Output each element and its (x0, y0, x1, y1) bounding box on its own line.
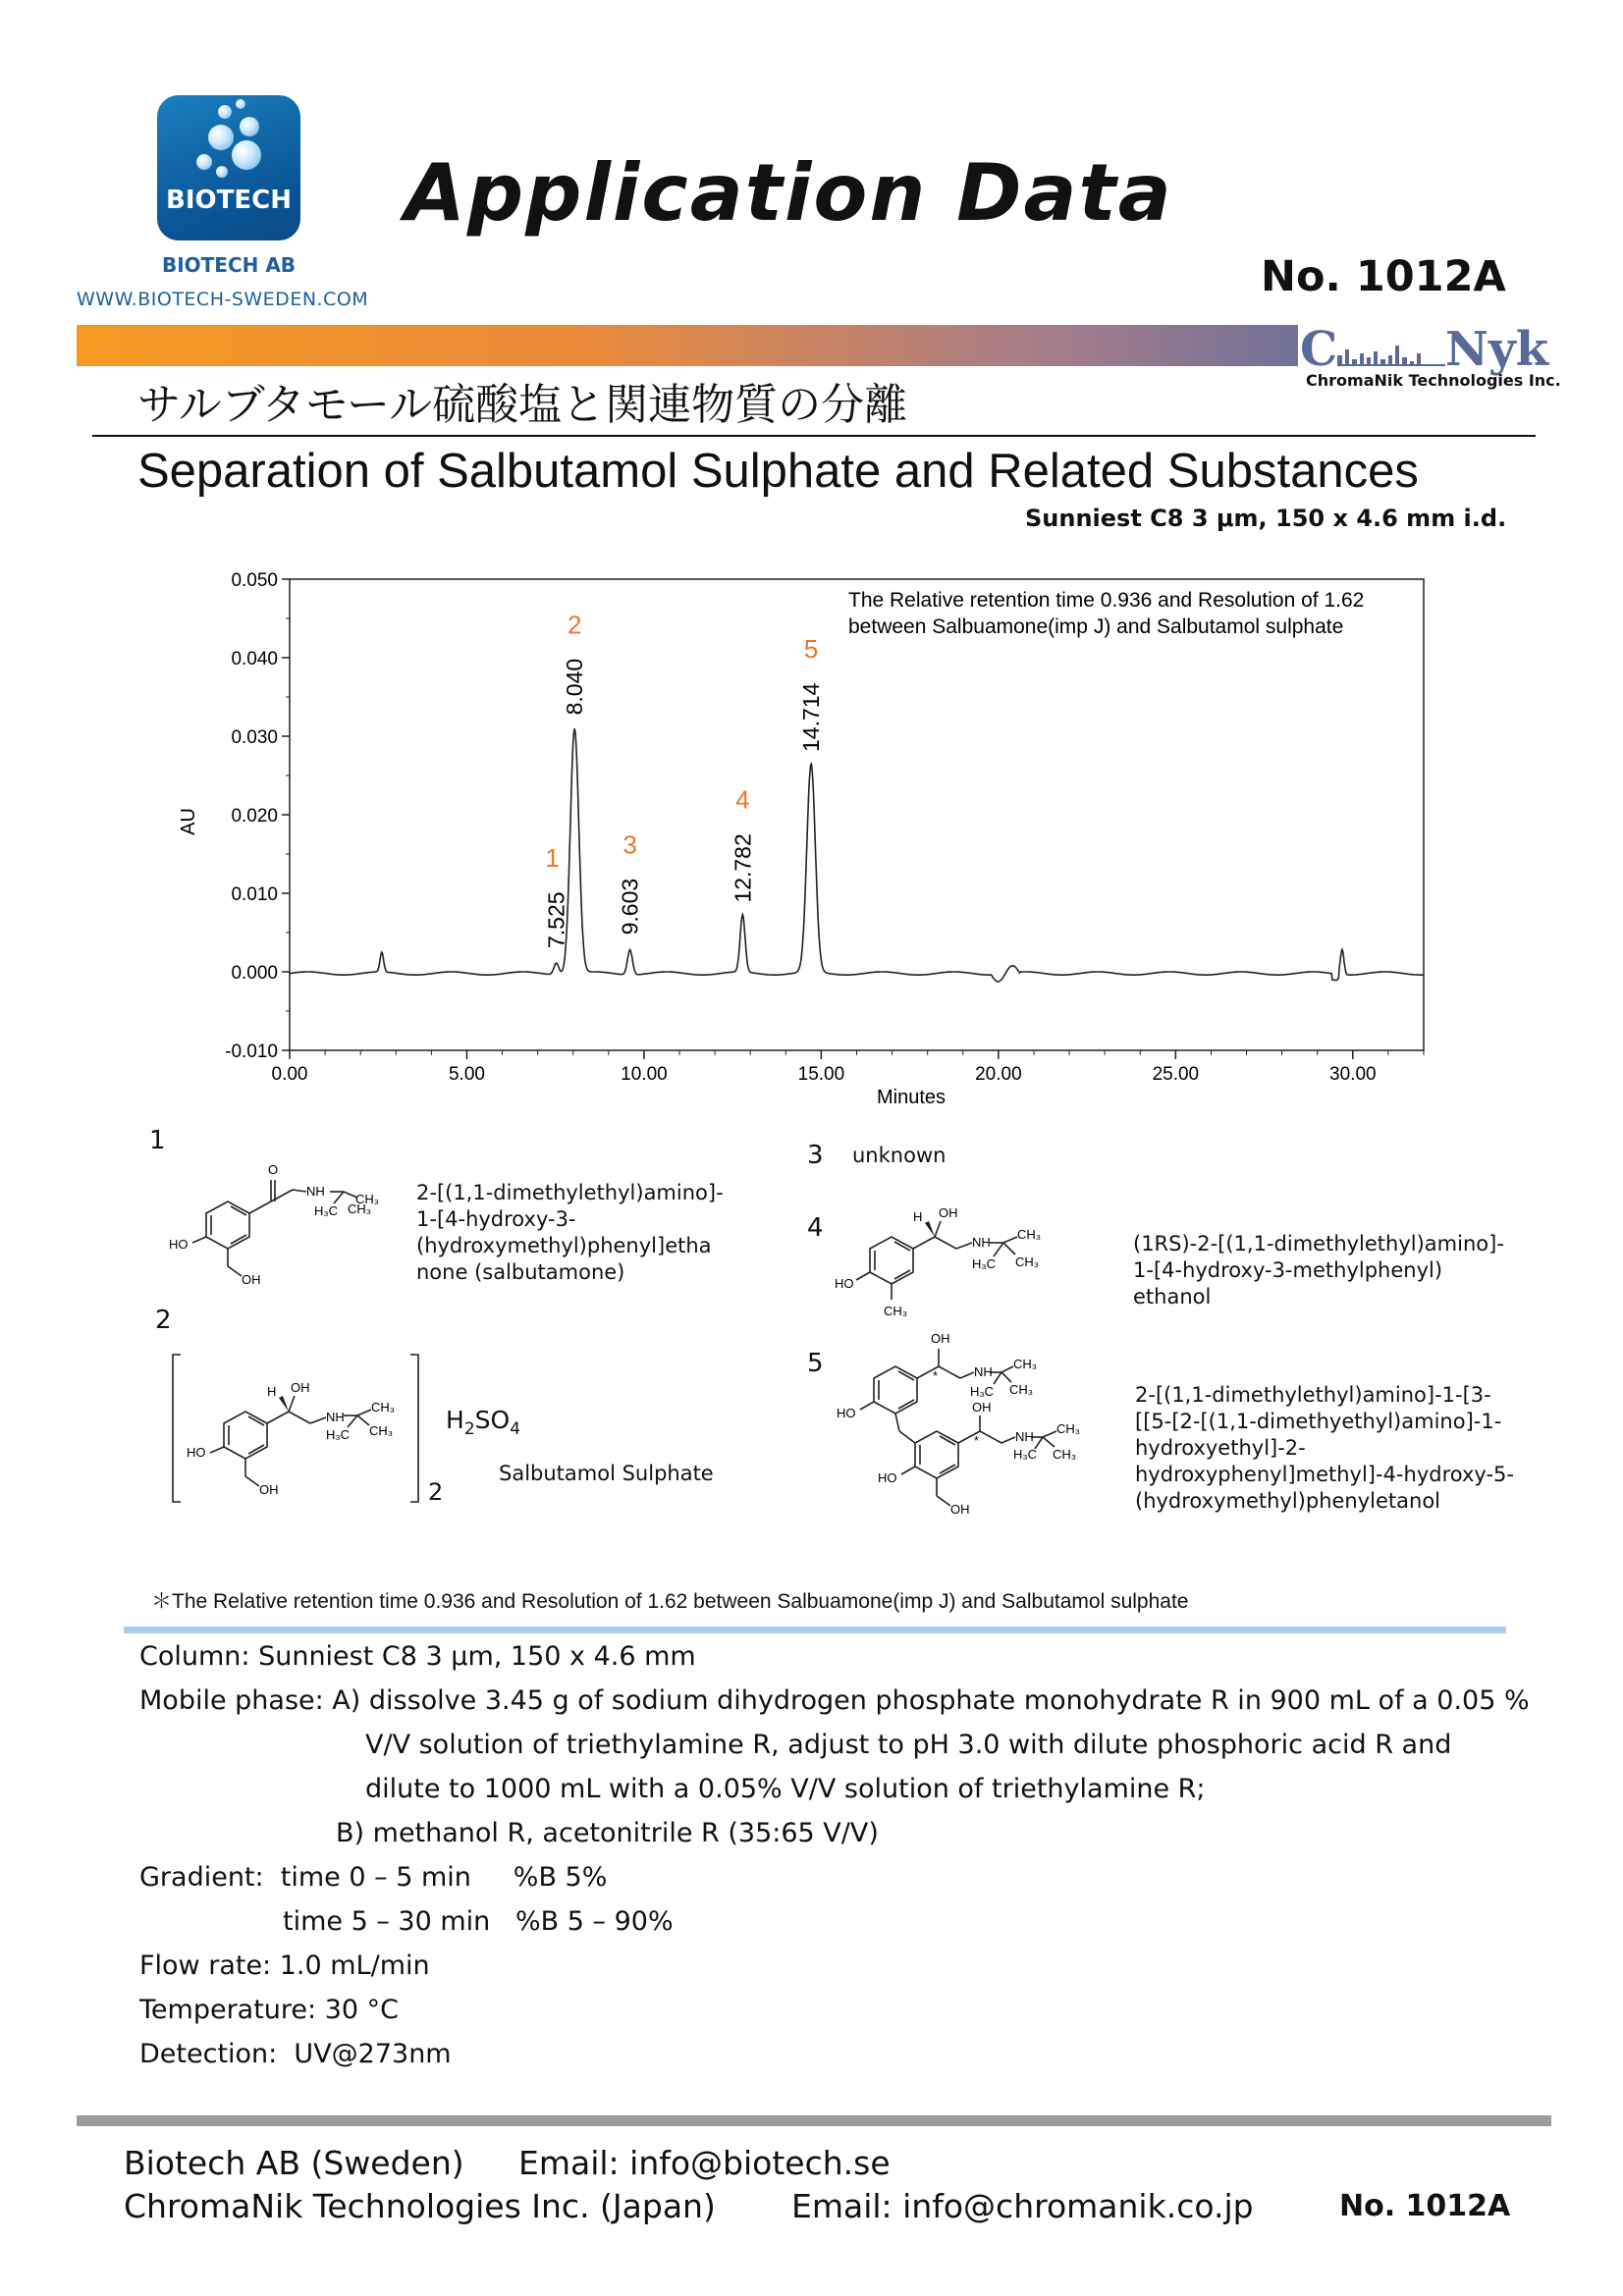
compound-5-number: 5 (807, 1349, 824, 1378)
svg-text:Nyk: Nyk (1445, 322, 1549, 377)
compound-5-name (1135, 1382, 1514, 1515)
condition-mobile-b: B) methanol R, acetonitrile R (35:65 V/V) (336, 1818, 879, 1848)
compound-5-structure (821, 1327, 1096, 1545)
formula-sub-2: 2 (463, 1419, 475, 1439)
compound-2-ho-label: HO (187, 1445, 206, 1460)
peak-retention-time-label: 8.040 (562, 658, 588, 716)
compound-1-name-line: 1-[4-hydroxy-3- (416, 1207, 576, 1231)
formula-sub-4: 4 (510, 1419, 521, 1439)
x-tick-label: 10.00 (621, 1064, 668, 1085)
compound-5-star2: * (974, 1433, 980, 1448)
compound-1-name-line: 2-[(1,1-dimethylethyl)amino]- (416, 1181, 724, 1204)
compound-4-h3c-label: H₃C (972, 1256, 997, 1271)
english-title: Separation of Salbutamol Sulphate and Related Substances (137, 445, 1419, 498)
compound-2-oh2-label: OH (259, 1482, 279, 1497)
y-tick-label: -0.010 (225, 1041, 278, 1062)
chromanik-name: ChromaNik Technologies Inc. (1306, 371, 1561, 390)
compound-5-ch3a-label: CH₃ (1013, 1357, 1038, 1371)
compound-2-name: Salbutamol Sulphate (499, 1462, 714, 1485)
condition-gradient-1: Gradient: time 0 – 5 min %B 5% (139, 1862, 608, 1893)
chart-annotation-line1: The Relative retention time 0.936 and Resolution of 1.62 (848, 589, 1365, 612)
y-tick-label: 0.030 (231, 727, 278, 748)
compound-4-name-line: 1-[4-hydroxy-3-methylphenyl) (1133, 1258, 1443, 1282)
chromanik-logo (1298, 322, 1561, 377)
chromatogram-chart (157, 555, 1434, 1124)
compound-5-name-line: hydroxyethyl]-2- (1135, 1436, 1306, 1460)
compound-5-h3c2-label: H₃C (1013, 1447, 1038, 1462)
compound-5-ho2-label: HO (878, 1470, 897, 1485)
japanese-title: サルブタモール硫酸塩と関連物質の分離 (137, 380, 908, 430)
condition-flow-rate: Flow rate: 1.0 mL/min (139, 1950, 430, 1981)
footnote: ＊The Relative retention time 0.936 and Resolution of 1.62 between Salbuamone(imp J) and Salbutamol sulphate (151, 1590, 1189, 1613)
compound-4-name (1133, 1231, 1504, 1310)
compound-5-ch3c-label: CH₃ (1056, 1421, 1081, 1436)
compound-4-structure (821, 1201, 1056, 1331)
compound-1-name-line: none (salbutamone) (416, 1260, 625, 1284)
y-tick-label: 0.020 (231, 806, 278, 827)
compound-4-ch3-label: CH₃ (1017, 1227, 1042, 1242)
y-axis-label: AU (178, 808, 199, 835)
condition-mobile-a2: V/V solution of triethylamine R, adjust to pH 3.0 with dilute phosphoric acid R and (365, 1730, 1452, 1760)
biotech-logo (157, 95, 300, 240)
compound-2-structure (169, 1353, 424, 1506)
compound-4-nh-label: NH (972, 1235, 991, 1250)
compound-1-ch3b-label: CH₃ (348, 1201, 372, 1216)
compound-4-oh-label: OH (939, 1205, 958, 1220)
compound-5-h3c1-label: H₃C (970, 1384, 995, 1399)
compound-5-ch3b-label: CH₃ (1009, 1382, 1034, 1397)
compound-5-name-line: [[5-[2-[(1,1-dimethyethyl)amino]-1- (1135, 1410, 1502, 1433)
y-tick-label: 0.010 (231, 884, 278, 905)
compound-1-h3c-label: H₃C (314, 1203, 339, 1218)
footer-company-1: Biotech AB (Sweden) (124, 2144, 464, 2182)
footer-email-2[interactable]: Email: info@chromanik.co.jp (791, 2187, 1254, 2225)
plot-frame (290, 579, 1424, 1050)
compound-2-bracket-subscript: 2 (428, 1478, 444, 1506)
compound-4-number: 4 (807, 1213, 824, 1243)
compound-1-structure (137, 1152, 380, 1300)
document-number: No. 1012A (1261, 252, 1506, 301)
compound-4-ch3b-label: CH₃ (1015, 1255, 1040, 1269)
compound-5-oh2-label: OH (972, 1400, 992, 1415)
peak-number-label: 3 (622, 829, 637, 860)
x-tick-label: 15.00 (797, 1064, 845, 1085)
compound-4-ho-label: HO (835, 1276, 854, 1291)
compound-1-name-line: (hydroxymethyl)phenyl]etha (416, 1234, 712, 1257)
compound-1-name (416, 1180, 724, 1286)
conditions-divider (124, 1627, 1506, 1633)
compound-5-ch3d-label: CH₃ (1053, 1447, 1077, 1462)
x-tick-label: 20.00 (975, 1064, 1022, 1085)
logo-text: BIOTECH (166, 186, 292, 215)
condition-gradient-2: time 5 – 30 min %B 5 – 90% (283, 1906, 674, 1937)
condition-detection: Detection: UV@273nm (139, 2039, 452, 2069)
condition-mobile-a3: dilute to 1000 mL with a 0.05% V/V solution of triethylamine R; (365, 1774, 1206, 1804)
x-tick-label: 25.00 (1152, 1064, 1200, 1085)
column-subtitle: Sunniest C8 3 μm, 150 x 4.6 mm i.d. (1025, 505, 1507, 532)
footer-divider (77, 2115, 1551, 2126)
compound-2-number: 2 (155, 1306, 172, 1335)
compound-4-name-line: (1RS)-2-[(1,1-dimethylethyl)amino]- (1133, 1232, 1504, 1255)
compound-5-name-line: hydroxyphenyl]methyl]-4-hydroxy-5- (1135, 1463, 1514, 1486)
compound-1-ch3-label: CH₃ (355, 1192, 380, 1206)
formula-so: SO (474, 1406, 511, 1434)
peak-number-label: 5 (803, 634, 819, 664)
condition-temperature: Temperature: 30 °C (139, 1995, 400, 2025)
compound-2-ch3b-label: CH₃ (369, 1423, 394, 1438)
chart-annotation-line2: between Salbuamone(imp J) and Salbutamol sulphate (848, 615, 1344, 638)
y-tick-label: 0.000 (231, 963, 278, 984)
x-tick-label: 30.00 (1329, 1064, 1377, 1085)
compound-3-number: 3 (807, 1141, 824, 1170)
formula-h: H (446, 1406, 464, 1434)
compound-2-h3c-label: H₃C (326, 1427, 351, 1442)
peak-retention-time-label: 14.714 (798, 682, 825, 752)
compound-5-nh2-label: NH (1015, 1429, 1034, 1444)
compound-3-name: unknown (852, 1144, 947, 1167)
compound-2-h-label: H (267, 1384, 277, 1399)
compound-5-name-line: 2-[(1,1-dimethylethyl)amino]-1-[3- (1135, 1383, 1491, 1407)
peak-number-label: 2 (567, 610, 582, 640)
condition-mobile-a1: Mobile phase: A) dissolve 3.45 g of sodium dihydrogen phosphate monohydrate R in 900 mL of a 0.05 % (139, 1685, 1530, 1716)
compound-2-ch3-label: CH₃ (371, 1400, 396, 1415)
compound-1-oh-label: OH (242, 1272, 261, 1287)
footer-company-2: ChromaNik Technologies Inc. (Japan) (124, 2187, 716, 2225)
compound-4-name-line: ethanol (1133, 1285, 1212, 1308)
peak-retention-time-label: 12.782 (730, 833, 756, 903)
y-tick-label: 0.040 (231, 649, 278, 669)
peak-number-label: 4 (735, 784, 750, 815)
x-tick-label: 0.00 (271, 1064, 308, 1085)
compound-5-star1: * (933, 1368, 939, 1383)
footer-email-1[interactable]: Email: info@biotech.se (518, 2144, 891, 2182)
compound-1-o-label: O (268, 1162, 279, 1177)
compound-4-ch3c-label: CH₃ (884, 1304, 908, 1318)
condition-column: Column: Sunniest C8 3 μm, 150 x 4.6 mm (139, 1641, 696, 1672)
chromanik-logo-graphic (1298, 322, 1561, 377)
peak-retention-time-label: 9.603 (617, 878, 643, 935)
compound-1-nh-label: NH (306, 1184, 325, 1199)
compound-5-nh1-label: NH (974, 1364, 993, 1379)
compound-2-oh-label: OH (291, 1380, 310, 1395)
compound-2-nh-label: NH (326, 1410, 345, 1424)
x-tick-label: 5.00 (448, 1064, 485, 1085)
company-name: BIOTECH AB (161, 253, 297, 277)
compound-1-number: 1 (149, 1126, 166, 1155)
y-tick-label: 0.050 (231, 570, 278, 591)
footer-document-number: No. 1012A (1339, 2189, 1511, 2223)
compound-1-ho-label: HO (169, 1237, 189, 1252)
chromatogram-trace (290, 728, 1424, 982)
peak-number-label: 1 (545, 843, 560, 873)
compound-5-name-line: (hydroxymethyl)phenyletanol (1135, 1489, 1441, 1513)
compound-5-oh3-label: OH (950, 1502, 970, 1517)
compound-2-formula (446, 1406, 520, 1439)
page-title: Application Data (405, 147, 1173, 239)
compound-4-h-label: H (913, 1209, 923, 1224)
title-divider (92, 435, 1536, 437)
compound-5-ho1-label: HO (837, 1406, 856, 1420)
compound-5-oh1-label: OH (931, 1331, 950, 1346)
company-url[interactable]: WWW.BIOTECH-SWEDEN.COM (77, 289, 369, 310)
svg-text:C: C (1300, 322, 1338, 377)
peak-retention-time-label: 7.525 (543, 891, 569, 948)
x-axis-label: Minutes (876, 1087, 947, 1108)
